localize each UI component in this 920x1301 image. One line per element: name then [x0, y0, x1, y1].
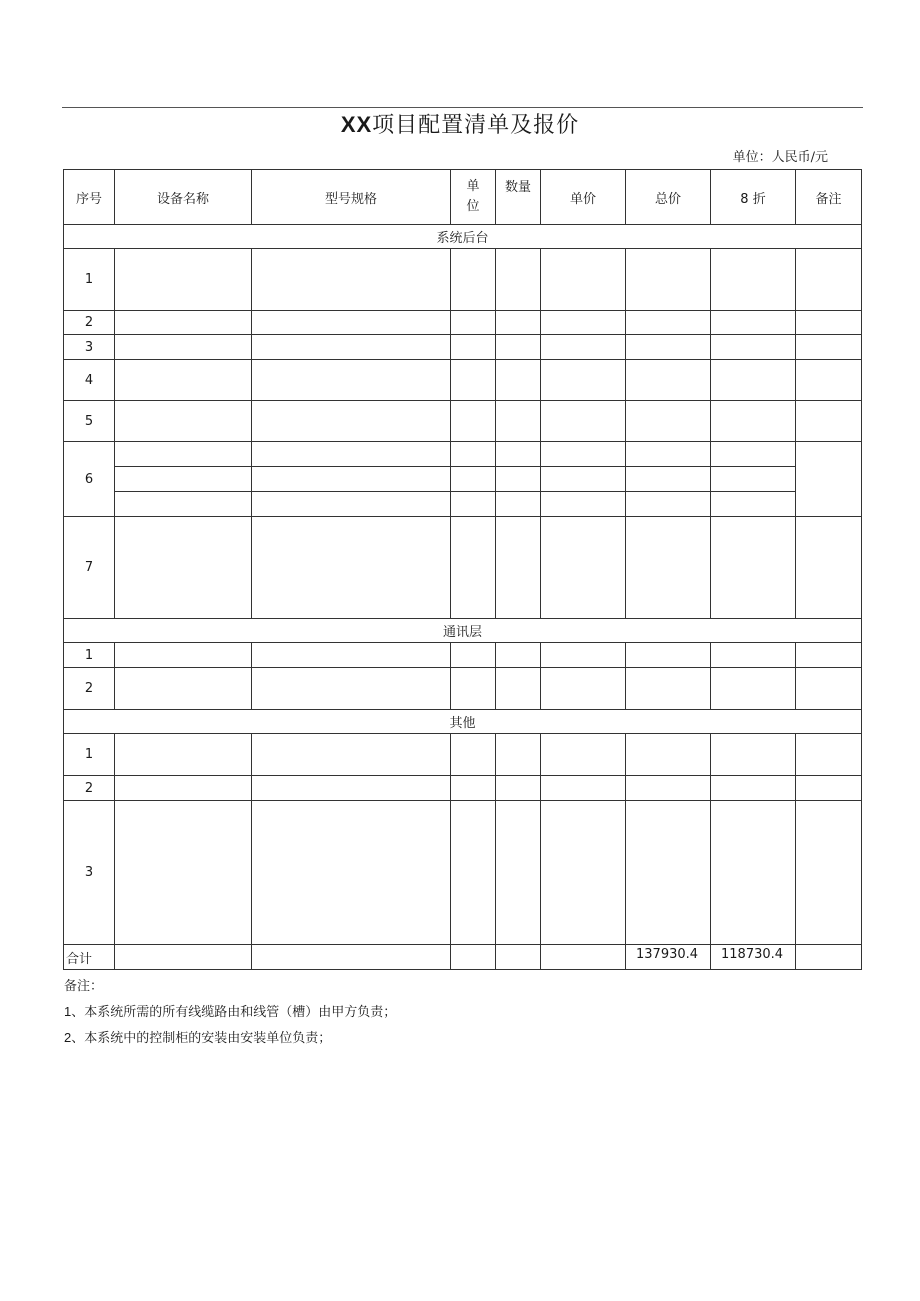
row-seq: 2	[64, 311, 115, 335]
row-seq: 4	[64, 360, 115, 401]
header-remark: 备注	[796, 170, 862, 225]
row-seq: 1	[64, 249, 115, 311]
section-title: 系统后台	[64, 225, 862, 249]
note-item	[64, 1025, 396, 1051]
summary-total-price: 137930.4	[626, 945, 711, 970]
row-seq: 1	[64, 734, 115, 776]
table-row	[64, 311, 862, 335]
table-row	[64, 335, 862, 360]
row-seq: 5	[64, 401, 115, 442]
section-title: 其他	[64, 710, 862, 734]
notes-title: 备注：	[64, 979, 104, 994]
row-seq: 7	[64, 517, 115, 619]
header-unit-bottom: 位	[466, 199, 480, 214]
document-title	[0, 110, 920, 141]
row-remark-merged	[796, 442, 862, 517]
table-row	[64, 801, 862, 945]
title-prefix: XX	[340, 112, 373, 137]
header-model-spec: 型号规格	[252, 170, 451, 225]
header-quantity: 数量	[496, 170, 541, 225]
quotation-table	[63, 169, 862, 970]
table-row	[64, 442, 862, 467]
header-row	[64, 170, 862, 225]
title-main: 项目配置清单及报价	[372, 113, 580, 138]
header-unit-price: 单价	[541, 170, 626, 225]
row-seq: 6	[64, 442, 115, 517]
header-unit	[451, 170, 496, 225]
table-row	[64, 643, 862, 668]
header-unit-top: 单	[466, 179, 480, 194]
table-subrow	[64, 492, 862, 517]
row-seq: 1	[64, 643, 115, 668]
summary-discount-total: 118730.4	[711, 945, 796, 970]
table-row	[64, 249, 862, 311]
note-item	[64, 999, 396, 1025]
table-row	[64, 360, 862, 401]
section-row	[64, 225, 862, 249]
note-text: 、本系统中的控制柜的安装由安装单位负责；	[71, 1031, 332, 1046]
header-seq: 序号	[64, 170, 115, 225]
table-row	[64, 401, 862, 442]
section-title: 通讯层	[64, 619, 862, 643]
table-row	[64, 776, 862, 801]
summary-label: 合计	[64, 945, 115, 970]
notes-block	[64, 974, 396, 1051]
table-row	[64, 668, 862, 710]
summary-row	[64, 945, 862, 970]
header-discount: 8 折	[711, 170, 796, 225]
note-number: 2	[64, 1030, 72, 1045]
currency-unit-label: 单位：人民币/元	[732, 150, 828, 165]
top-rule	[62, 107, 863, 108]
row-seq: 3	[64, 335, 115, 360]
table-row	[64, 734, 862, 776]
note-number: 1	[64, 1004, 72, 1019]
header-device-name: 设备名称	[115, 170, 252, 225]
section-row	[64, 619, 862, 643]
note-text: 、本系统所需的所有线缆路由和线管（槽）由甲方负责；	[71, 1005, 397, 1020]
table-subrow	[64, 467, 862, 492]
header-total-price: 总价	[626, 170, 711, 225]
row-seq: 3	[64, 801, 115, 945]
table-row	[64, 517, 862, 619]
section-row	[64, 710, 862, 734]
row-seq: 2	[64, 776, 115, 801]
row-seq: 2	[64, 668, 115, 710]
